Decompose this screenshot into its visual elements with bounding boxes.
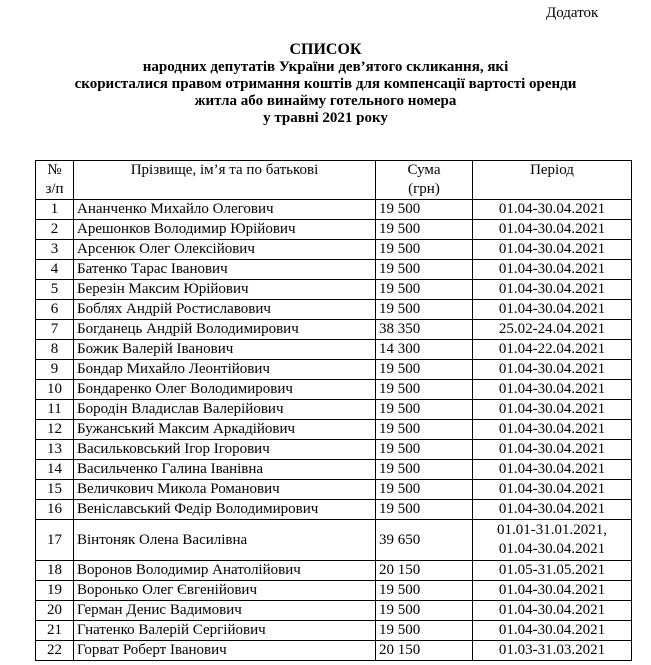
row-sum: 19 500	[376, 460, 473, 480]
row-period	[473, 420, 632, 440]
row-period-line: 01.04-22.04.2021	[498, 341, 606, 357]
row-number: 21	[36, 621, 74, 641]
row-name: Герман Денис Вадимович	[74, 601, 376, 621]
table-header-row	[36, 161, 632, 200]
row-number: 13	[36, 440, 74, 460]
table-row	[36, 480, 632, 500]
row-period-line: 01.04-30.04.2021	[498, 281, 606, 297]
table-row	[36, 380, 632, 400]
row-period-line: 01.04-30.04.2021	[498, 201, 606, 217]
row-period-line: 01.01-31.01.2021,	[497, 522, 607, 538]
row-sum: 19 500	[376, 360, 473, 380]
row-name: Величкович Микола Романович	[74, 480, 376, 500]
row-period-line: 25.02-24.04.2021	[498, 321, 606, 337]
table-row	[36, 420, 632, 440]
table-row	[36, 500, 632, 520]
row-number: 5	[36, 280, 74, 300]
row-name: Бондаренко Олег Володимирович	[74, 380, 376, 400]
row-period	[473, 480, 632, 500]
document-title: СПИСОК	[289, 41, 362, 58]
row-sum: 19 500	[376, 280, 473, 300]
table-body	[36, 200, 632, 661]
row-sum: 19 500	[376, 400, 473, 420]
row-number: 4	[36, 260, 74, 280]
row-period	[473, 601, 632, 621]
header-sum	[376, 161, 473, 200]
row-sum: 19 500	[376, 220, 473, 240]
row-number: 2	[36, 220, 74, 240]
row-number: 18	[36, 561, 74, 581]
subtitle-line: народних депутатів України дев’ятого скликання, які	[142, 59, 509, 75]
header-sum-line: Сума	[407, 162, 441, 178]
table-row	[36, 240, 632, 260]
row-period	[473, 340, 632, 360]
row-number: 15	[36, 480, 74, 500]
row-period-line: 01.04-30.04.2021	[498, 241, 606, 257]
row-period-line: 01.04-30.04.2021	[498, 221, 606, 237]
row-number: 1	[36, 200, 74, 220]
row-period	[473, 200, 632, 220]
row-period-line: 01.03-31.03.2021	[498, 642, 606, 658]
row-name: Богданець Андрій Володимирович	[74, 320, 376, 340]
row-sum: 20 150	[376, 641, 473, 661]
row-period-line: 01.04-30.04.2021	[498, 421, 606, 437]
row-sum: 19 500	[376, 500, 473, 520]
table-row	[36, 280, 632, 300]
row-period	[473, 520, 632, 561]
row-sum: 19 500	[376, 581, 473, 601]
row-period-line: 01.04-30.04.2021	[498, 261, 606, 277]
row-sum: 19 500	[376, 440, 473, 460]
row-sum: 19 500	[376, 621, 473, 641]
row-sum: 19 500	[376, 420, 473, 440]
row-period	[473, 400, 632, 420]
subtitle-line: у травні 2021 року	[263, 110, 388, 126]
row-period	[473, 581, 632, 601]
row-number: 19	[36, 581, 74, 601]
row-number: 11	[36, 400, 74, 420]
table-row	[36, 400, 632, 420]
table-row	[36, 360, 632, 380]
row-sum: 19 500	[376, 240, 473, 260]
row-period	[473, 460, 632, 480]
row-period-line: 01.04-30.04.2021	[498, 441, 606, 457]
row-name: Веніславський Федір Володимирович	[74, 500, 376, 520]
header-number-line: №	[47, 162, 62, 178]
row-name: Боблях Андрій Ростиславович	[74, 300, 376, 320]
row-sum: 20 150	[376, 561, 473, 581]
row-name: Васильченко Галина Іванівна	[74, 460, 376, 480]
row-sum: 14 300	[376, 340, 473, 360]
row-sum: 19 500	[376, 480, 473, 500]
table-row	[36, 561, 632, 581]
row-period-line: 01.04-30.04.2021	[498, 401, 606, 417]
row-period-line: 01.04-30.04.2021	[498, 602, 606, 618]
row-period-line: 01.04-30.04.2021	[498, 381, 606, 397]
row-period	[473, 380, 632, 400]
row-name: Бужанський Максим Аркадійович	[74, 420, 376, 440]
row-period-line: 01.04-30.04.2021	[498, 481, 606, 497]
header-number	[36, 161, 74, 200]
row-period-line: 01.04-30.04.2021	[498, 461, 606, 477]
row-period	[473, 500, 632, 520]
row-period	[473, 300, 632, 320]
row-number: 7	[36, 320, 74, 340]
document-heading	[0, 41, 651, 127]
row-name: Батенко Тарас Іванович	[74, 260, 376, 280]
row-number: 12	[36, 420, 74, 440]
row-period	[473, 360, 632, 380]
row-period	[473, 240, 632, 260]
row-name: Васильковський Ігор Ігорович	[74, 440, 376, 460]
row-period-line: 01.04-30.04.2021	[498, 501, 606, 517]
header-sum-line: (грн)	[408, 181, 440, 197]
table-row	[36, 220, 632, 240]
row-name: Гнатенко Валерій Сергійович	[74, 621, 376, 641]
row-number: 22	[36, 641, 74, 661]
table-row	[36, 340, 632, 360]
row-period-line: 01.04-30.04.2021	[498, 622, 606, 638]
header-period: Період	[473, 161, 632, 200]
row-period	[473, 280, 632, 300]
row-number: 8	[36, 340, 74, 360]
row-name: Воронько Олег Євгенійович	[74, 581, 376, 601]
row-period-line: 01.04-30.04.2021	[498, 361, 606, 377]
row-number: 20	[36, 601, 74, 621]
row-period-line: 01.04-30.04.2021	[498, 301, 606, 317]
row-number: 10	[36, 380, 74, 400]
row-number: 9	[36, 360, 74, 380]
addendum-label: Додаток	[546, 5, 599, 21]
row-name: Вінтоняк Олена Василівна	[74, 520, 376, 561]
row-period	[473, 320, 632, 340]
table-row	[36, 440, 632, 460]
row-number: 6	[36, 300, 74, 320]
row-number: 16	[36, 500, 74, 520]
subtitle-line: скористалися правом отримання коштів для компенсації вартості оренди	[74, 76, 577, 92]
table-row	[36, 200, 632, 220]
row-name: Горват Роберт Іванович	[74, 641, 376, 661]
row-name: Арешонков Володимир Юрійович	[74, 220, 376, 240]
header-name: Прізвище, ім’я та по батькові	[74, 161, 376, 200]
table-row	[36, 601, 632, 621]
row-name: Ананченко Михайло Олегович	[74, 200, 376, 220]
row-name: Бородін Владислав Валерійович	[74, 400, 376, 420]
table-row	[36, 260, 632, 280]
row-period-line: 01.04-30.04.2021	[498, 541, 606, 557]
row-period	[473, 621, 632, 641]
row-name: Воронов Володимир Анатолійович	[74, 561, 376, 581]
row-sum: 19 500	[376, 300, 473, 320]
row-sum: 19 500	[376, 380, 473, 400]
row-number: 3	[36, 240, 74, 260]
row-period	[473, 260, 632, 280]
row-sum: 39 650	[376, 520, 473, 561]
row-sum: 38 350	[376, 320, 473, 340]
row-sum: 19 500	[376, 200, 473, 220]
table-row	[36, 581, 632, 601]
table-row	[36, 621, 632, 641]
row-period	[473, 220, 632, 240]
table-row	[36, 641, 632, 661]
row-name: Арсенюк Олег Олексійович	[74, 240, 376, 260]
row-period	[473, 440, 632, 460]
row-number: 17	[36, 520, 74, 561]
row-sum: 19 500	[376, 260, 473, 280]
row-sum: 19 500	[376, 601, 473, 621]
deputies-table	[35, 160, 632, 661]
header-number-line: з/п	[45, 181, 64, 197]
table-row	[36, 300, 632, 320]
table-row	[36, 460, 632, 480]
row-period-line: 01.05-31.05.2021	[498, 562, 606, 578]
row-period	[473, 561, 632, 581]
table-row	[36, 520, 632, 561]
subtitle-line: житла або винайму готельного номера	[194, 93, 457, 109]
table-row	[36, 320, 632, 340]
row-period-line: 01.04-30.04.2021	[498, 582, 606, 598]
row-number: 14	[36, 460, 74, 480]
row-name: Божик Валерій Іванович	[74, 340, 376, 360]
row-period	[473, 641, 632, 661]
row-name: Бондар Михайло Леонтійович	[74, 360, 376, 380]
row-name: Березін Максим Юрійович	[74, 280, 376, 300]
